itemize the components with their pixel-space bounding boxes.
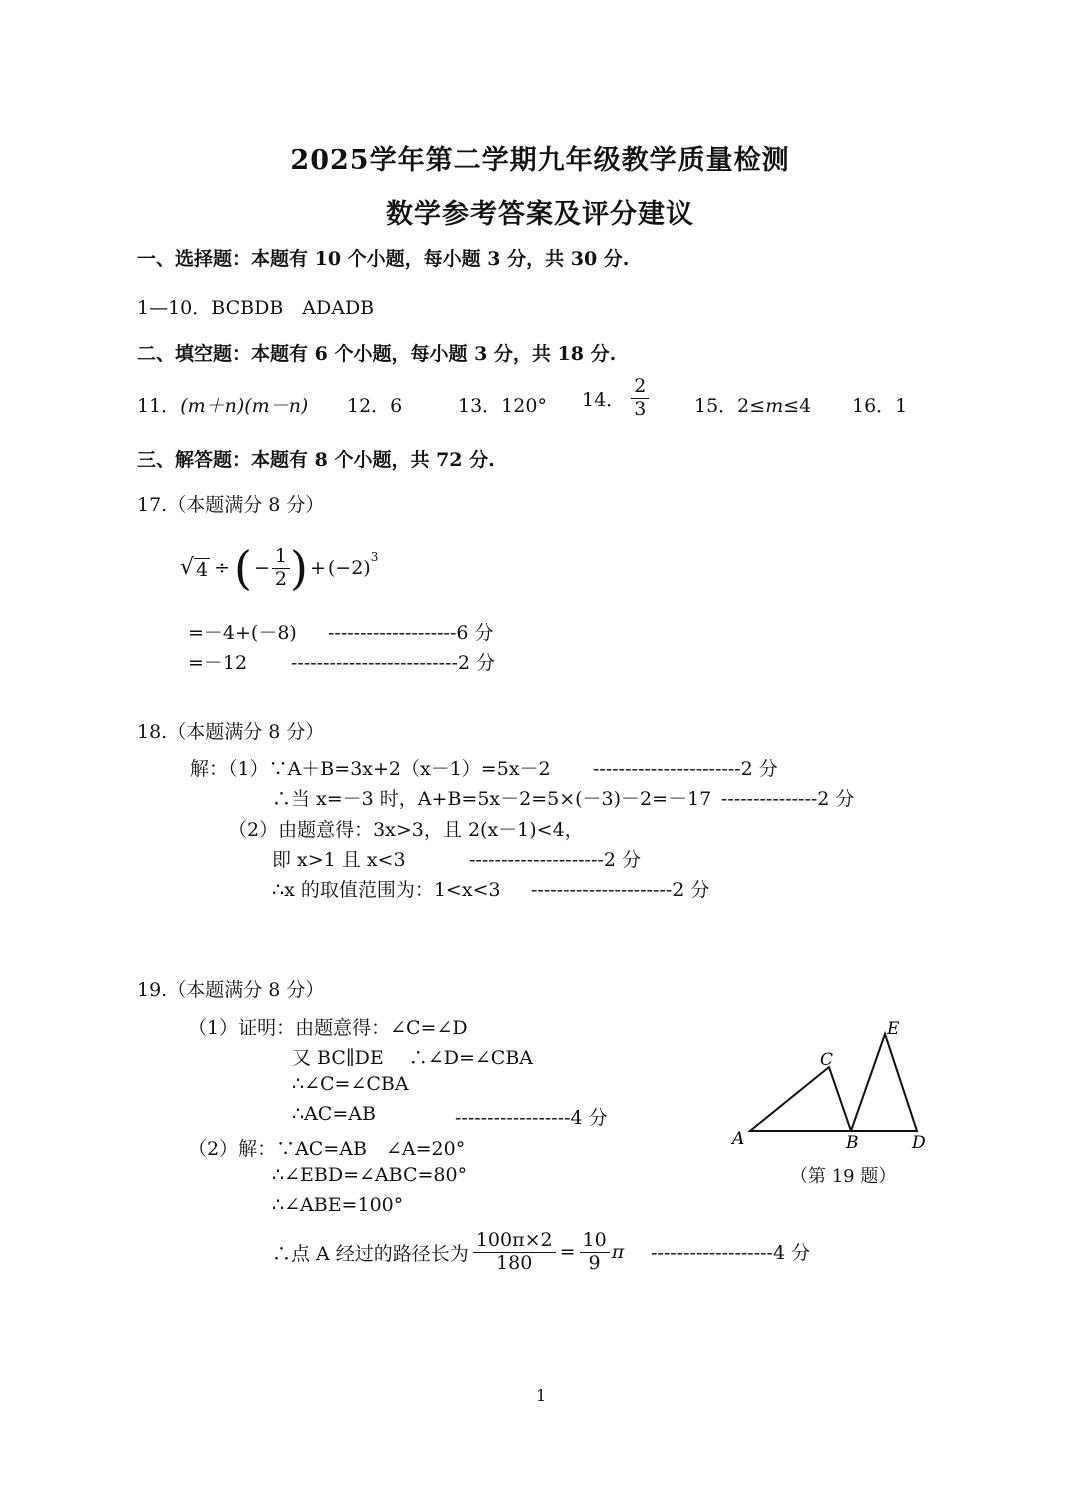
answer-14-label: 14． <box>582 388 626 411</box>
sqrt-radicand: 4 <box>196 559 209 581</box>
q18-line1: 解：（1）∵A＋B=3x+2（x－1）=5x－2 <box>190 758 551 780</box>
q19-fraction-1-num: 100π×2 <box>473 1230 556 1253</box>
right-paren: ) <box>290 541 308 595</box>
q17-step2: =－12 <box>188 652 248 674</box>
q19-figure <box>720 1010 940 1160</box>
q19-line7: ∴∠ABE=100° <box>272 1194 404 1216</box>
q19-fraction-1-den: 180 <box>496 1251 533 1274</box>
answer-13: 13．120° <box>458 395 547 417</box>
q19-fraction-2-den: 9 <box>588 1251 601 1274</box>
label-c: C <box>820 1050 834 1070</box>
q17-fraction <box>272 546 290 591</box>
q18-line5-score: ----------------------2 分 <box>531 879 710 901</box>
power-base: (−2) <box>327 557 371 579</box>
q18-line2: ∴当 x=－3 时，A+B=5x－2=5×(－3)－2=－17 <box>272 788 712 810</box>
answer-16: 16．1 <box>852 395 908 417</box>
answer-15 <box>694 391 811 418</box>
section2-heading: 二、填空题：本题有 6 个小题，每小题 3 分，共 18 分. <box>137 343 617 365</box>
triangle-abc <box>750 1067 851 1131</box>
divide-sign: ÷ <box>214 557 231 579</box>
answer-11-value: (m＋n)(m－n) <box>180 395 309 417</box>
q18-line1-score: -----------------------2 分 <box>593 758 778 780</box>
section3-heading: 三、解答题：本题有 8 个小题，共 72 分. <box>137 449 495 471</box>
answer-15-var: m <box>765 395 784 417</box>
answer-11 <box>137 391 308 418</box>
page-title: 2025学年第二学期九年级教学质量检测 <box>290 145 790 176</box>
label-a: A <box>732 1129 745 1149</box>
q19-line8 <box>272 1226 624 1278</box>
sqrt-symbol: √ 4 <box>180 555 209 581</box>
label-e: E <box>887 1019 900 1039</box>
q18-line5: ∴x 的取值范围为：1<x<3 <box>272 879 501 901</box>
q17-fraction-den: 2 <box>274 567 288 590</box>
power-exponent: 3 <box>370 550 379 564</box>
q17-step1: =－4+(－8) <box>188 622 297 644</box>
q19-line3: ∴∠C=∠CBA <box>292 1073 409 1095</box>
minus-sign: − <box>254 557 270 579</box>
q18-line3: （2）由题意得：3x>3，且 2(x－1)<4， <box>228 819 584 841</box>
page-number: 1 <box>536 1386 547 1405</box>
answer-14-denominator: 3 <box>634 397 647 420</box>
equals-sign: = <box>559 1241 576 1263</box>
q19-line1: （1）证明：由题意得：∠C=∠D <box>188 1017 468 1039</box>
q17-expression <box>180 540 378 596</box>
page-subtitle: 数学参考答案及评分建议 <box>386 199 694 230</box>
q17-step1-score: --------------------6 分 <box>328 622 494 644</box>
label-b: B <box>846 1133 859 1153</box>
figure-caption: （第 19 题） <box>790 1166 897 1187</box>
q17-header: 17.（本题满分 8 分） <box>137 494 325 516</box>
q17-fraction-num: 1 <box>272 546 290 569</box>
q17-step2-score: --------------------------2 分 <box>291 652 496 674</box>
q19-fraction-2-num: 10 <box>580 1230 610 1253</box>
q18-line2-score: ---------------2 分 <box>721 788 855 810</box>
q19-line6: ∴∠EBD=∠ABC=80° <box>272 1164 468 1186</box>
answer-15-rest: ≤4 <box>783 395 812 417</box>
q19-line4: ∴AC=AB <box>292 1103 376 1125</box>
q19-fraction-1 <box>473 1230 556 1275</box>
answer-14 <box>582 376 649 421</box>
q18-line4-score: ---------------------2 分 <box>469 849 641 871</box>
section1-heading: 一、选择题：本题有 10 个小题，每小题 3 分，共 30 分. <box>137 248 630 270</box>
q19-fraction-2 <box>580 1230 610 1275</box>
q18-line4: 即 x>1 且 x<3 <box>272 849 406 871</box>
q19-line4-score: ------------------4 分 <box>455 1107 608 1129</box>
plus-sign: + <box>309 557 326 579</box>
choice-answers: 1—10．BCBDB ADADB <box>137 297 375 319</box>
answer-15-label: 15．2≤ <box>694 395 766 417</box>
label-d: D <box>912 1133 926 1153</box>
left-paren: ( <box>234 541 252 595</box>
q18-header: 18.（本题满分 8 分） <box>137 721 325 743</box>
answer-11-label: 11． <box>137 395 181 417</box>
pi-symbol: π <box>611 1241 625 1263</box>
q19-line5: （2）解：∵AC=AB ∠A=20° <box>188 1138 466 1160</box>
answer-14-fraction <box>631 376 649 421</box>
q19-line8-score: -------------------4 分 <box>651 1242 811 1264</box>
q19-line8-prefix: ∴点 A 经过的路径长为 <box>272 1242 469 1265</box>
answer-14-numerator: 2 <box>631 376 649 399</box>
answer-12: 12．6 <box>347 395 403 417</box>
q19-line2: 又 BC∥DE ∴∠D=∠CBA <box>292 1047 534 1069</box>
q19-header: 19.（本题满分 8 分） <box>137 979 325 1001</box>
triangle-bed <box>851 1034 917 1131</box>
